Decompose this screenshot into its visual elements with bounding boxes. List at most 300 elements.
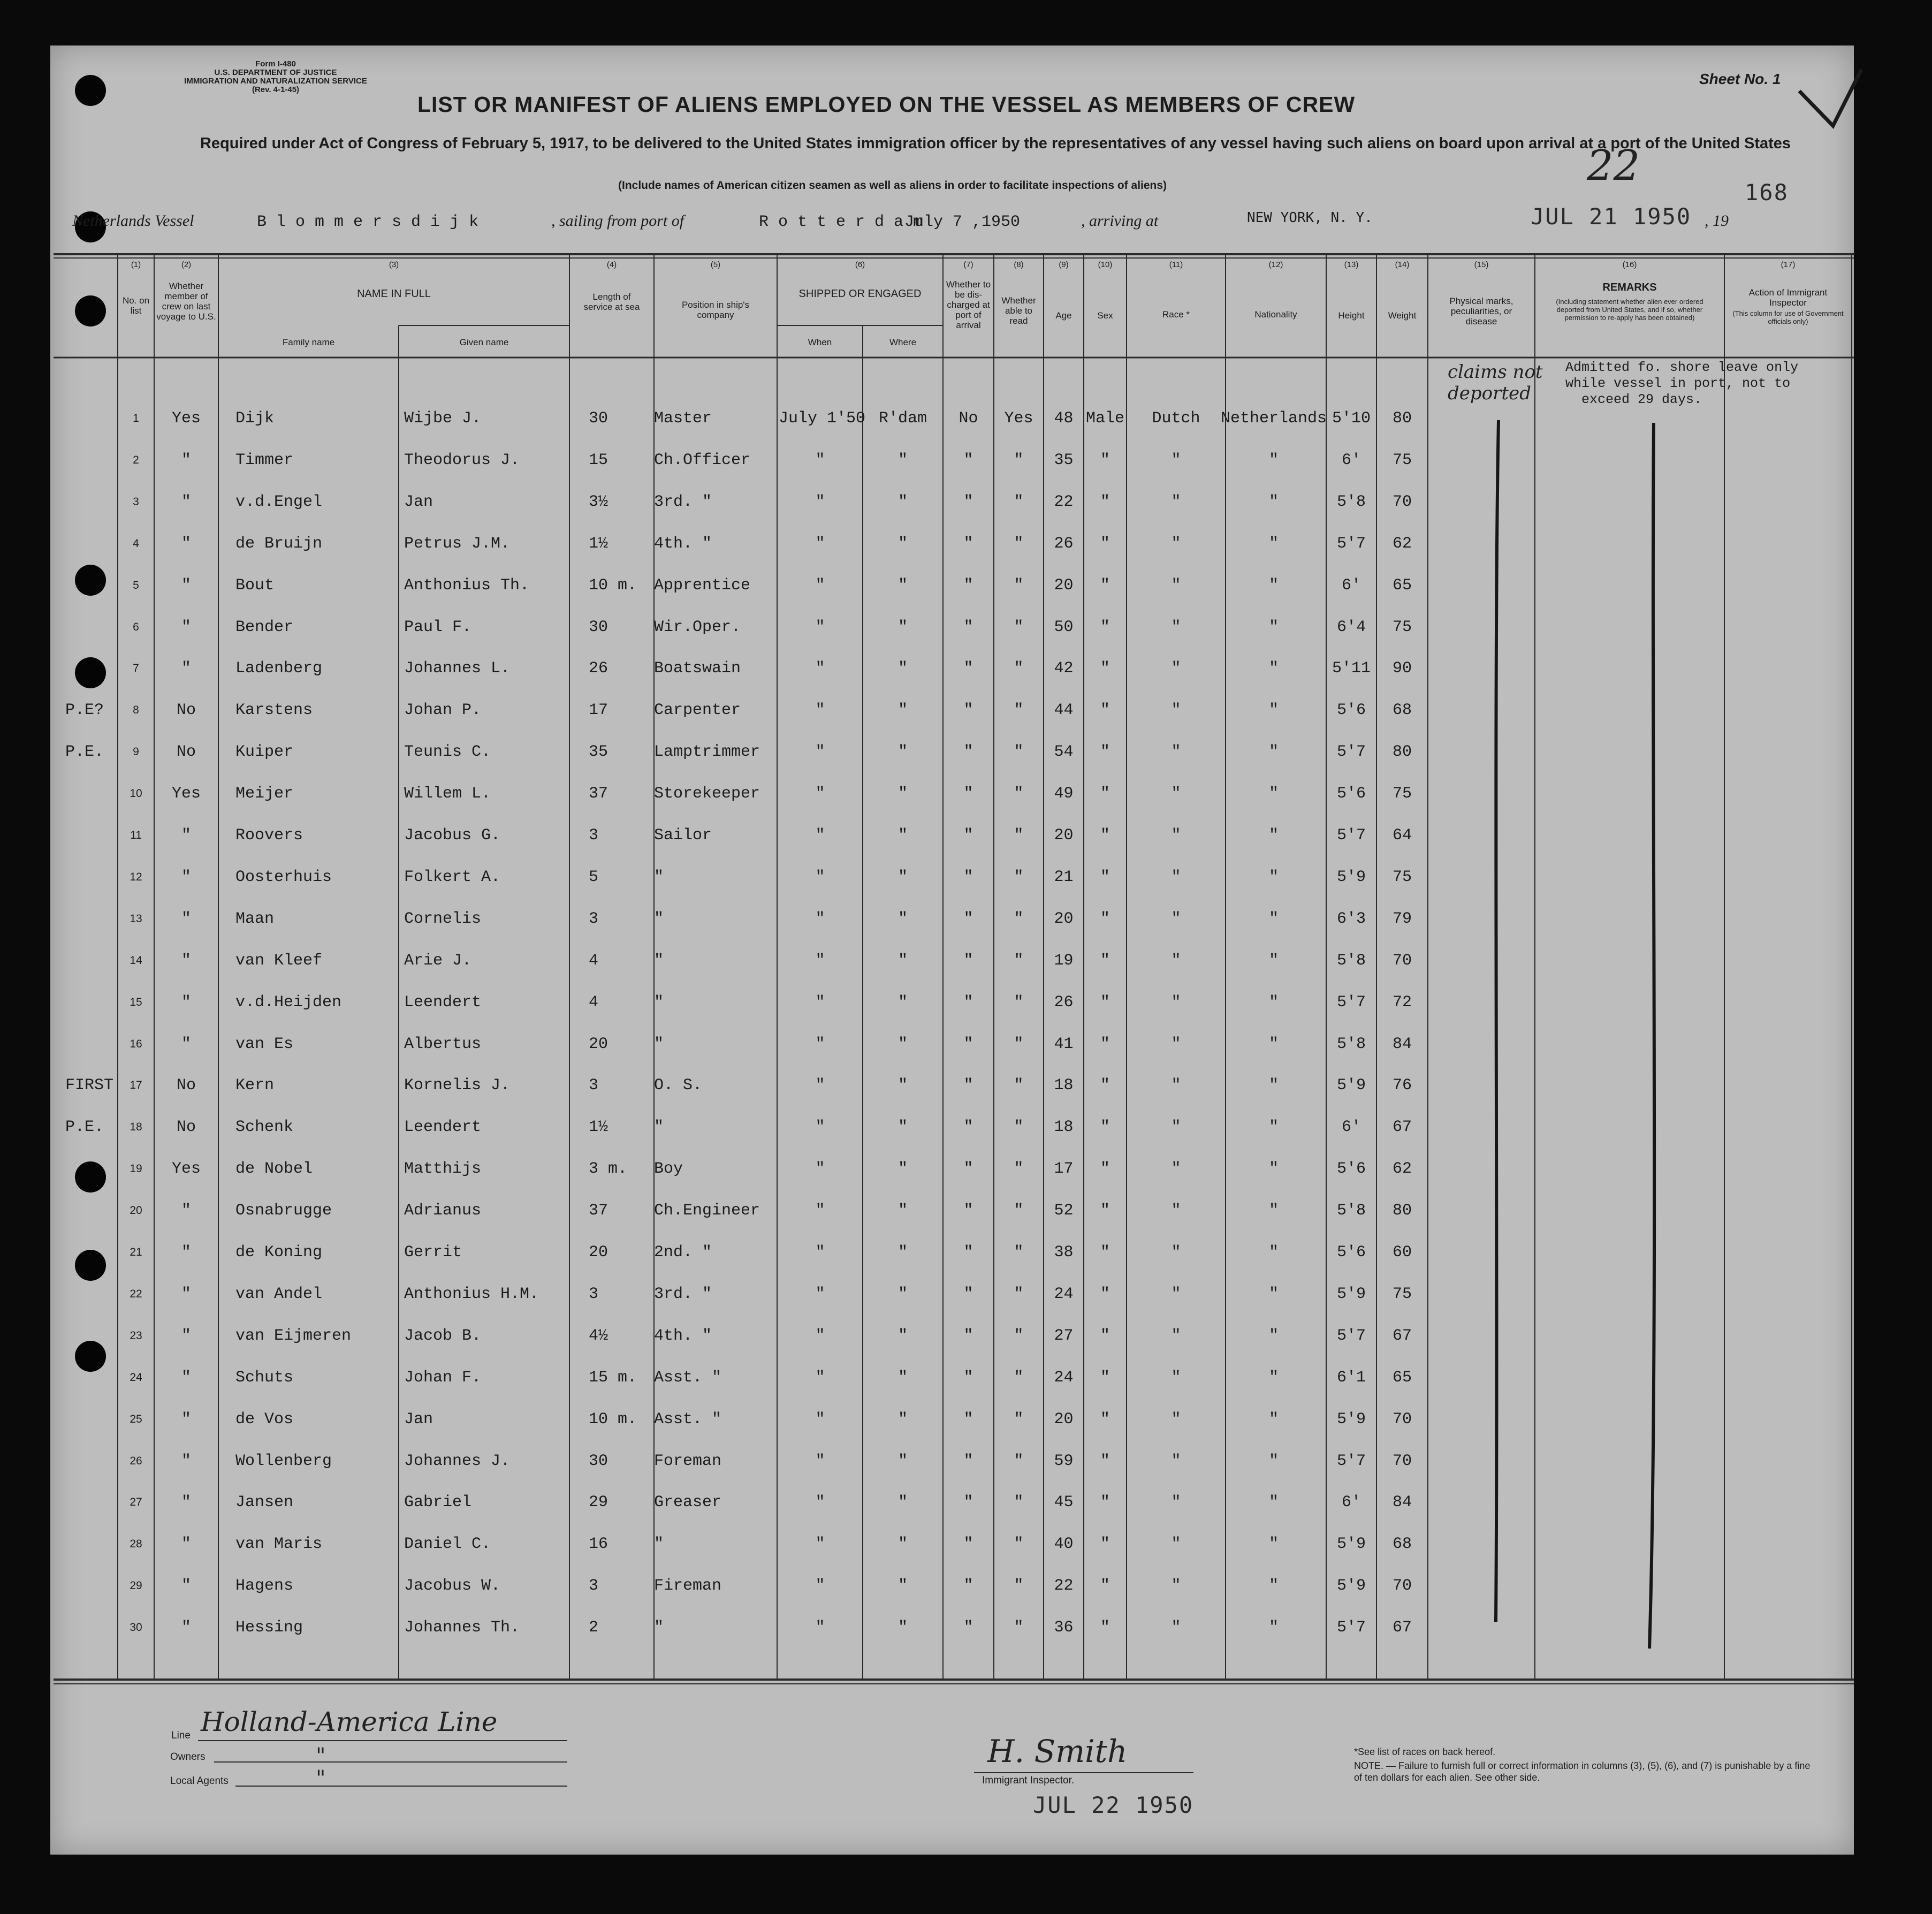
cell-nationality: " [1268, 1035, 1279, 1053]
cell-discharged: " [963, 493, 973, 511]
cell-last: " [181, 493, 191, 511]
cell-read: " [1014, 826, 1024, 845]
cell-read: " [1014, 785, 1024, 803]
cell-race: " [1171, 1369, 1181, 1387]
cell-age: 49 [1054, 785, 1074, 803]
cell-given: Jacobus W. [404, 1577, 501, 1595]
cell-discharged: " [963, 826, 973, 845]
cell-sex: " [1100, 1285, 1110, 1303]
cell-position: 3rd. " [654, 493, 712, 511]
cell-height: 5'9 [1336, 1535, 1366, 1553]
handwritten-day: 22 [1587, 142, 1640, 190]
cell-family: de Vos [235, 1410, 294, 1429]
cell-no: 26 [130, 1455, 142, 1467]
cell-no: 4 [133, 537, 139, 550]
cell-age: 22 [1054, 1577, 1074, 1595]
cell-discharged: No [959, 409, 978, 428]
cell-when: " [815, 1410, 825, 1429]
cell-race: " [1171, 451, 1181, 469]
cell-position: Apprentice [654, 576, 751, 595]
cell-given: Folkert A. [404, 868, 501, 886]
cell-family: van Maris [235, 1535, 323, 1553]
cell-read: " [1014, 451, 1024, 469]
cell-when: " [815, 1160, 825, 1178]
cell-read: " [1014, 1535, 1024, 1553]
vessel-flag: Netherlands [72, 212, 151, 230]
cell-family: van Eijmeren [235, 1327, 352, 1345]
cell-age: 50 [1054, 618, 1074, 636]
cell-read: " [1014, 493, 1024, 511]
cell-where: " [897, 1202, 908, 1220]
cell-no: 20 [130, 1204, 142, 1217]
cell-last: " [181, 1285, 191, 1303]
cell-service: 30 [589, 409, 608, 428]
cell-discharged: " [963, 1577, 973, 1595]
remarks-line-2: while vessel in port, not to [1565, 376, 1791, 391]
cell-race: " [1171, 535, 1181, 553]
column-number: (16) [1622, 260, 1637, 269]
cell-weight: 84 [1392, 1493, 1412, 1512]
cell-race: " [1171, 826, 1181, 845]
cell-where: R'dam [878, 409, 927, 428]
header-no-on-list: No. on list [122, 295, 150, 316]
cell-read: " [1014, 1452, 1024, 1470]
cell-age: 48 [1054, 409, 1074, 428]
cell-discharged: " [963, 1369, 973, 1387]
cell-service: 3 [589, 910, 599, 928]
cell-last: Yes [171, 409, 201, 428]
inspector-label: Immigrant Inspector. [982, 1775, 1075, 1786]
cell-given: Cornelis [404, 910, 482, 928]
cell-when: " [815, 1327, 825, 1345]
cell-service: 15 m. [589, 1369, 637, 1387]
cell-sex: " [1100, 868, 1110, 886]
cell-position: Foreman [654, 1452, 722, 1470]
cell-nationality: " [1268, 659, 1279, 678]
cell-where: " [897, 1327, 908, 1345]
cell-where: " [897, 1535, 908, 1553]
cell-no: 14 [130, 954, 142, 967]
service-name: IMMIGRATION AND NATURALIZATION SERVICE [184, 77, 367, 86]
cell-no: 9 [133, 746, 139, 758]
page-title: LIST OR MANIFEST OF ALIENS EMPLOYED ON THE VESSEL AS MEMBERS OF CREW [417, 92, 1356, 117]
cell-discharged: " [963, 1535, 973, 1553]
cell-when: " [815, 993, 825, 1012]
cell-nationality: " [1268, 1535, 1279, 1553]
cell-height: 5'6 [1336, 701, 1366, 719]
cell-discharged: " [963, 1619, 973, 1637]
header-weight: Weight [1388, 310, 1417, 321]
cell-position: Carpenter [654, 701, 741, 719]
cell-when: " [815, 1118, 825, 1136]
cell-nationality: " [1268, 1160, 1279, 1178]
cell-service: 4 [589, 993, 599, 1012]
header-discharged: Whether to be dis-charged at port of arrival [946, 279, 991, 330]
cell-race: " [1171, 1118, 1181, 1136]
cell-last: " [181, 1619, 191, 1637]
cell-last: " [181, 1410, 191, 1429]
cell-sex: " [1100, 1243, 1110, 1262]
cell-where: " [897, 1243, 908, 1262]
cell-service: 3 [589, 826, 599, 845]
cell-service: 35 [589, 743, 608, 761]
cell-given: Jan [404, 1410, 433, 1429]
cell-family: de Koning [235, 1243, 323, 1262]
cell-when: " [815, 535, 825, 553]
cell-last: " [181, 1452, 191, 1470]
cell-sex: " [1100, 576, 1110, 595]
header-height: Height [1338, 310, 1365, 321]
cell-height: 5'9 [1336, 1076, 1366, 1095]
arrival-port: NEW YORK, N. Y. [1247, 210, 1373, 226]
cell-family: Maan [235, 910, 275, 928]
cell-read: " [1014, 743, 1024, 761]
note-label: NOTE. [1354, 1760, 1384, 1771]
cell-service: 3 [589, 1577, 599, 1595]
cell-no: 19 [130, 1163, 142, 1175]
cell-height: 5'7 [1336, 743, 1366, 761]
cell-when: " [815, 826, 825, 845]
cell-service: 20 [589, 1243, 608, 1262]
cell-sex: " [1100, 1493, 1110, 1512]
cell-read: " [1014, 1076, 1024, 1095]
cell-family: v.d.Engel [235, 493, 323, 511]
cell-age: 42 [1054, 659, 1074, 678]
cell-service: 1½ [589, 1118, 608, 1136]
cell-nationality: Netherlands [1220, 409, 1327, 428]
cell-last: " [181, 1327, 191, 1345]
cell-race: " [1171, 1493, 1181, 1512]
cell-given: Theodorus J. [404, 451, 520, 469]
cell-family: Osnabrugge [235, 1202, 332, 1220]
column-number: (11) [1169, 260, 1183, 269]
cell-given: Adrianus [404, 1202, 482, 1220]
cell-sex: " [1100, 910, 1110, 928]
cell-position: 3rd. " [654, 1285, 712, 1303]
cell-family: van Andel [235, 1285, 323, 1303]
header-shipped-engaged: SHIPPED OR ENGAGED [798, 288, 922, 300]
cell-weight: 60 [1392, 1243, 1412, 1262]
cell-race: " [1171, 1285, 1181, 1303]
cell-weight: 75 [1392, 1285, 1412, 1303]
cell-sex: " [1100, 1369, 1110, 1387]
cell-family: Timmer [235, 451, 294, 469]
cell-position: " [654, 868, 664, 886]
cell-nationality: " [1268, 451, 1279, 469]
cell-sex: " [1100, 1118, 1110, 1136]
cell-where: " [897, 1452, 908, 1470]
cell-race: " [1171, 952, 1181, 970]
cell-no: 2 [133, 454, 139, 466]
cell-where: " [897, 1493, 908, 1512]
cell-read: " [1014, 576, 1024, 595]
cell-weight: 75 [1392, 785, 1412, 803]
agents-value: " [316, 1766, 326, 1791]
cell-nationality: " [1268, 493, 1279, 511]
cell-sex: " [1100, 1076, 1110, 1095]
cell-sex: " [1100, 826, 1110, 845]
cell-read: " [1014, 701, 1024, 719]
cell-no: 21 [130, 1246, 142, 1258]
cell-race: " [1171, 1202, 1181, 1220]
cell-position: " [654, 1535, 664, 1553]
cell-height: 5'6 [1336, 1243, 1366, 1262]
cell-race: " [1171, 1577, 1181, 1595]
cell-race: Dutch [1152, 409, 1200, 428]
cell-height: 5'7 [1336, 1619, 1366, 1637]
cell-service: 37 [589, 785, 608, 803]
header-given-name: Given name [459, 337, 509, 347]
cell-read: Yes [1004, 409, 1033, 428]
cell-weight: 70 [1392, 952, 1412, 970]
cell-service: 3 m. [589, 1160, 628, 1178]
cell-no: 17 [130, 1079, 142, 1091]
cell-nationality: " [1268, 785, 1279, 803]
year-suffix: , 19 [1705, 212, 1729, 230]
cell-sex: " [1100, 1535, 1110, 1553]
cell-nationality: " [1268, 1493, 1279, 1512]
cell-discharged: " [963, 1076, 973, 1095]
cell-where: " [897, 659, 908, 678]
cell-service: 16 [589, 1535, 608, 1553]
cell-last: " [181, 1535, 191, 1553]
cell-weight: 90 [1392, 659, 1412, 678]
cell-family: de Bruijn [235, 535, 323, 553]
cell-service: 5 [589, 868, 599, 886]
cell-prefix: P.E? [65, 701, 104, 719]
cell-service: 29 [589, 1493, 608, 1512]
cell-family: Wollenberg [235, 1452, 332, 1470]
column-number: (8) [1014, 260, 1024, 269]
cell-sex: " [1100, 1202, 1110, 1220]
cell-discharged: " [963, 993, 973, 1012]
vessel-label: Vessel [155, 212, 194, 230]
cell-no: 18 [130, 1121, 142, 1133]
cell-discharged: " [963, 1160, 973, 1178]
cell-read: " [1014, 1035, 1024, 1053]
cell-no: 24 [130, 1371, 142, 1384]
cell-given: Willem L. [404, 785, 491, 803]
cell-race: " [1171, 1076, 1181, 1095]
cell-given: Wijbe J. [404, 409, 482, 428]
cell-where: " [897, 910, 908, 928]
cell-read: " [1014, 618, 1024, 636]
cell-race: " [1171, 743, 1181, 761]
cell-weight: 67 [1392, 1118, 1412, 1136]
cell-read: " [1014, 993, 1024, 1012]
cell-height: 5'8 [1336, 1202, 1366, 1220]
cell-family: Bout [235, 576, 275, 595]
cell-no: 22 [130, 1288, 142, 1300]
cell-given: Paul F. [404, 618, 472, 636]
cell-where: " [897, 952, 908, 970]
cell-service: 15 [589, 451, 608, 469]
cell-when: " [815, 659, 825, 678]
cell-weight: 67 [1392, 1327, 1412, 1345]
owners-label: Owners [170, 1751, 206, 1763]
cell-position: 4th. " [654, 535, 712, 553]
cell-no: 5 [133, 579, 139, 591]
cell-sex: " [1100, 952, 1110, 970]
cell-age: 20 [1054, 1410, 1074, 1429]
agents-label: Local Agents [170, 1775, 229, 1787]
cell-height: 6' [1341, 1118, 1361, 1136]
cell-read: " [1014, 1577, 1024, 1595]
cell-sex: Male [1085, 409, 1124, 428]
cell-read: " [1014, 868, 1024, 886]
cell-discharged: " [963, 1327, 973, 1345]
cell-given: Johan F. [404, 1369, 482, 1387]
cell-when: " [815, 743, 825, 761]
cell-weight: 84 [1392, 1035, 1412, 1053]
cell-discharged: " [963, 952, 973, 970]
sheet-label: Sheet No. [1699, 71, 1769, 87]
cell-where: " [897, 1369, 908, 1387]
cell-family: Hagens [235, 1577, 294, 1595]
cell-height: 5'11 [1332, 659, 1371, 678]
cell-read: " [1014, 1493, 1024, 1512]
cell-height: 6'1 [1336, 1369, 1366, 1387]
cell-discharged: " [963, 1243, 973, 1262]
arrival-date-stamp: JUL 21 1950 [1531, 203, 1692, 230]
cell-when: " [815, 1535, 825, 1553]
cell-discharged: " [963, 743, 973, 761]
cell-discharged: " [963, 451, 973, 469]
cell-position: Ch.Engineer [654, 1202, 760, 1220]
vessel-name: B l o m m e r s d i j k [257, 213, 479, 231]
owners-value: " [316, 1744, 326, 1768]
cell-where: " [897, 535, 908, 553]
cell-discharged: " [963, 868, 973, 886]
cell-nationality: " [1268, 1243, 1279, 1262]
cell-age: 21 [1054, 868, 1074, 886]
cell-age: 35 [1054, 451, 1074, 469]
header-name-in-full: NAME IN FULL [357, 288, 431, 300]
cell-position: Master [654, 409, 712, 428]
cell-when: " [815, 868, 825, 886]
header-race: Race * [1162, 309, 1190, 320]
cell-when: " [815, 576, 825, 595]
cell-when: " [815, 910, 825, 928]
cell-age: 40 [1054, 1535, 1074, 1553]
cell-where: " [897, 451, 908, 469]
cell-no: 27 [130, 1496, 142, 1508]
cell-where: " [897, 743, 908, 761]
cell-family: van Kleef [235, 952, 323, 970]
cell-height: 6' [1341, 451, 1361, 469]
cell-age: 18 [1054, 1118, 1074, 1136]
cell-no: 25 [130, 1413, 142, 1425]
cell-race: " [1171, 1243, 1181, 1262]
cell-where: " [897, 1285, 908, 1303]
cell-last: Yes [171, 1160, 201, 1178]
cell-given: Gabriel [404, 1493, 472, 1512]
cell-service: 2 [589, 1619, 599, 1637]
departure-date: July 7 ,1950 [904, 213, 1021, 231]
cell-sex: " [1100, 1452, 1110, 1470]
cell-nationality: " [1268, 618, 1279, 636]
cell-race: " [1171, 785, 1181, 803]
cell-given: Daniel C. [404, 1535, 491, 1553]
cell-last: No [176, 743, 196, 761]
cell-race: " [1171, 1452, 1181, 1470]
cell-when: " [815, 1035, 825, 1053]
cell-where: " [897, 1577, 908, 1595]
cell-nationality: " [1268, 576, 1279, 595]
cell-when: " [815, 785, 825, 803]
cell-race: " [1171, 1035, 1181, 1053]
cell-discharged: " [963, 1493, 973, 1512]
races-note: *See list of races on back hereof. [1354, 1746, 1496, 1757]
cell-position: Boy [654, 1160, 683, 1178]
cell-discharged: " [963, 1035, 973, 1053]
cell-service: 26 [589, 659, 608, 678]
cell-position: Boatswain [654, 659, 741, 678]
cell-when: " [815, 1285, 825, 1303]
cell-age: 36 [1054, 1619, 1074, 1637]
cell-nationality: " [1268, 952, 1279, 970]
header-family-name: Family name [282, 337, 335, 347]
sailing-label: , sailing from port of [551, 212, 684, 230]
cell-sex: " [1100, 1577, 1110, 1595]
cell-service: 1½ [589, 535, 608, 553]
cell-position: " [654, 1619, 664, 1637]
cell-given: Teunis C. [404, 743, 491, 761]
cell-age: 52 [1054, 1202, 1074, 1220]
cell-service: 3 [589, 1076, 599, 1095]
cell-nationality: " [1268, 1577, 1279, 1595]
cell-nationality: " [1268, 1285, 1279, 1303]
column-number: (9) [1059, 260, 1069, 269]
column-number: (3) [389, 260, 399, 269]
cell-position: " [654, 1118, 664, 1136]
cell-given: Johannes L. [404, 659, 511, 678]
cell-last: " [181, 1035, 191, 1053]
cell-prefix: P.E. [65, 743, 104, 761]
cell-race: " [1171, 1535, 1181, 1553]
cell-last: No [176, 701, 196, 719]
cell-service: 4 [589, 952, 599, 970]
cell-service: 30 [589, 618, 608, 636]
form-number: Form I-480 [255, 59, 296, 69]
cell-height: 5'10 [1332, 409, 1371, 428]
cell-where: " [897, 701, 908, 719]
cell-when: " [815, 1619, 825, 1637]
cell-sex: " [1100, 993, 1110, 1012]
header-length-service: Length of service at sea [583, 292, 640, 312]
column-number: (12) [1268, 260, 1283, 269]
cell-no: 6 [133, 621, 139, 633]
cell-last: No [176, 1118, 196, 1136]
cell-no: 8 [133, 704, 139, 716]
cell-read: " [1014, 1619, 1024, 1637]
cell-last: " [181, 618, 191, 636]
cell-where: " [897, 576, 908, 595]
column-number: (6) [855, 260, 865, 269]
header-action: Action of Immigrant Inspector [1748, 287, 1828, 308]
cell-weight: 70 [1392, 493, 1412, 511]
cell-height: 6'4 [1336, 618, 1366, 636]
header-action-note: (This column for use of Government officials only) [1732, 309, 1844, 325]
cell-weight: 65 [1392, 576, 1412, 595]
cell-age: 27 [1054, 1327, 1074, 1345]
cell-age: 41 [1054, 1035, 1074, 1053]
cell-weight: 80 [1392, 1202, 1412, 1220]
header-member-last-voyage: Whether member of crew on last voyage to U.S. [156, 281, 216, 322]
cell-sex: " [1100, 785, 1110, 803]
header-where: Where [889, 337, 917, 347]
cell-age: 22 [1054, 493, 1074, 511]
